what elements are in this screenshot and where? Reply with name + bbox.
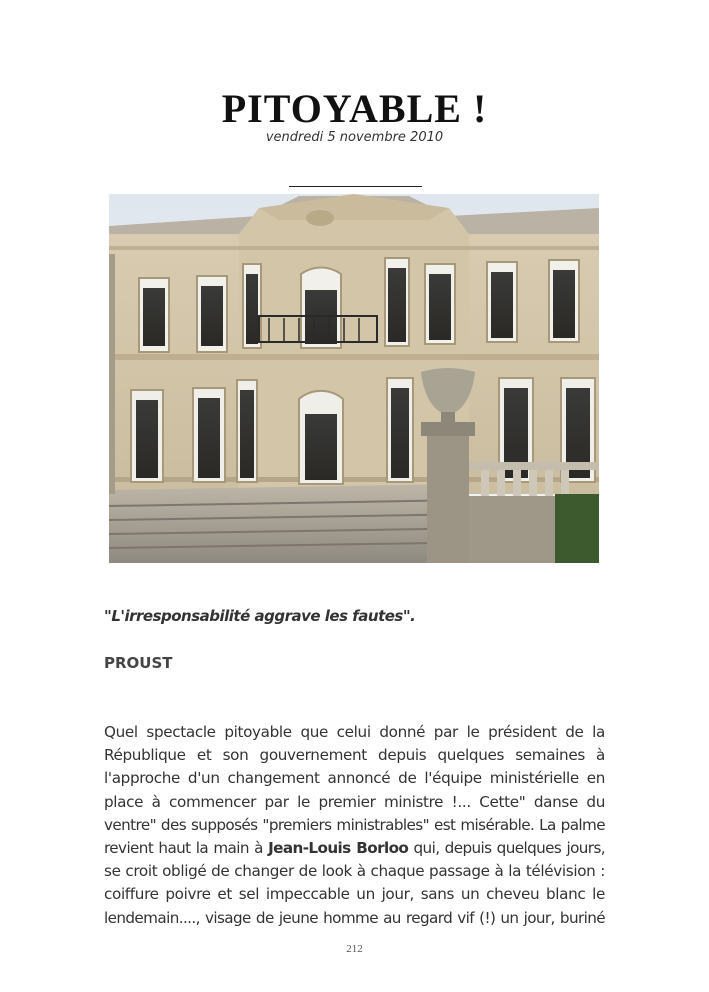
body-line: l'approche d'un changement annoncé de l'équipe ministérielle en (104, 769, 605, 788)
body-line: se croit obligé de changer de look à chaque passage à la télévision : (104, 862, 605, 881)
body-line-with-name (104, 837, 605, 860)
body-text-fragment: qui, depuis quelques jours, (408, 839, 605, 858)
body-line: lendemain...., visage de jeune homme au regard vif (!) un jour, buriné (104, 908, 605, 927)
epigraph-quote: "L'irresponsabilité aggrave les fautes". (104, 607, 416, 625)
person-name: Jean-Louis Borloo (268, 839, 409, 858)
page-title: PITOYABLE ! (221, 86, 488, 131)
post-date: vendredi 5 novembre 2010 (265, 130, 444, 145)
body-line: coiffure poivre et sel impeccable un jour, sans un cheveu blanc le (104, 885, 605, 904)
body-line: Quel spectacle pitoyable que celui donné par le président de la (104, 723, 605, 741)
article-body (104, 721, 605, 930)
page-number: 212 (346, 943, 363, 955)
body-line: République et son gouvernement depuis quelques semaines à (104, 746, 605, 765)
building-photo (109, 194, 599, 563)
title-divider (289, 186, 422, 187)
epigraph-author: PROUST (104, 654, 173, 672)
body-line: place à commencer par le premier ministre !... Cette" danse du (104, 792, 605, 811)
body-line: ventre" des supposés "premiers ministrables" est misérable. La palme (104, 815, 605, 834)
body-text-fragment: revient haut la main à (104, 839, 269, 858)
